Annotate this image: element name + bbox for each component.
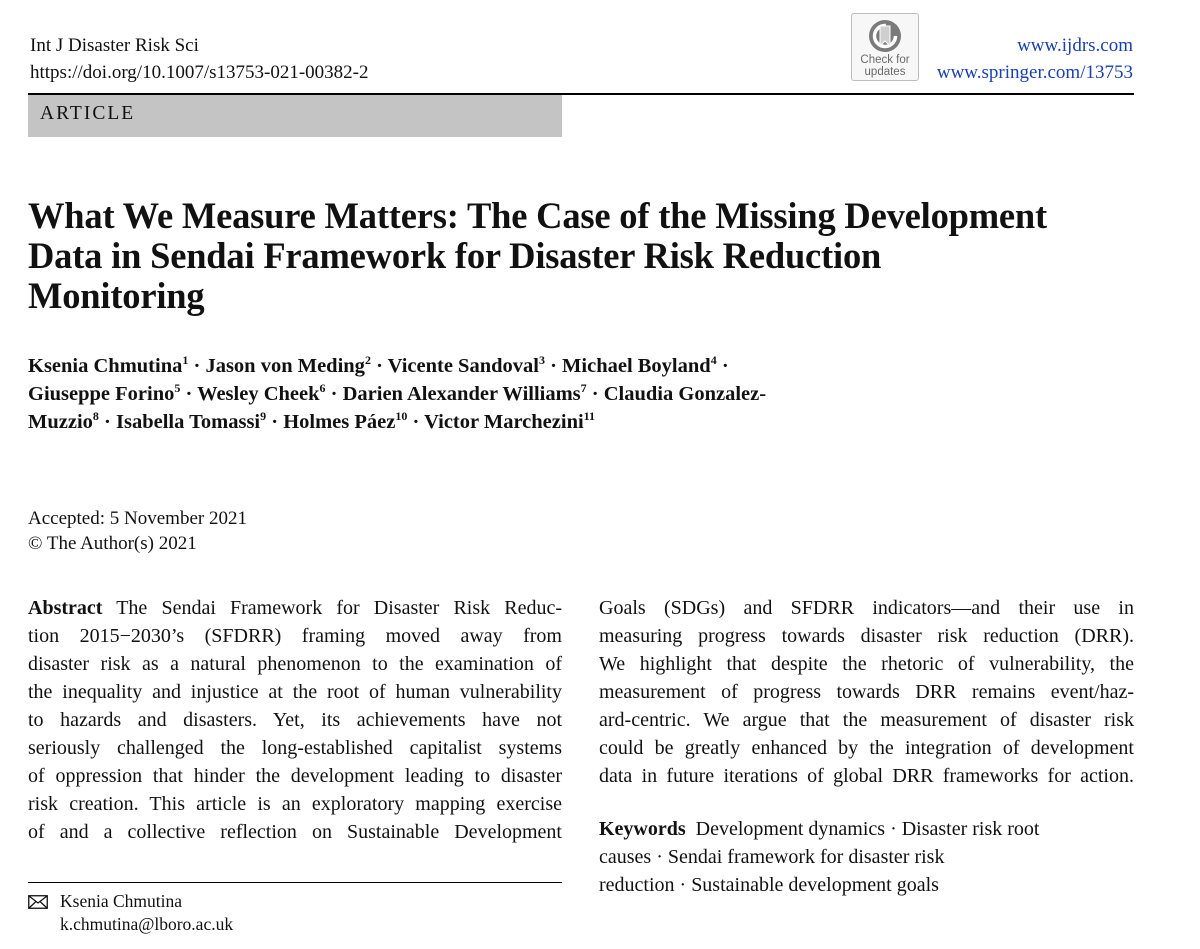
corresponding-name: Ksenia Chmutina — [60, 891, 182, 911]
affiliation-mark: 2 — [364, 353, 371, 367]
abstract-column-left — [28, 594, 562, 846]
abstract-line: data in future iterations of global DRR frameworks for action. — [599, 765, 1134, 787]
affiliation-mark: 9 — [260, 409, 267, 423]
abstract-line: ard-centric. We argue that the measurement of disaster risk — [599, 709, 1134, 731]
abstract-line: seriously challenged the long-established capitalist systems — [28, 737, 562, 759]
footnote-rule — [28, 882, 562, 883]
publication-dates — [28, 506, 247, 556]
doi-link[interactable]: https://doi.org/10.1007/s13753-021-00382-2 — [30, 62, 369, 83]
abstract-line: disaster risk as a natural phenomenon to the examination of — [28, 653, 562, 675]
author[interactable]: Isabella Tomassi$^9$ — [116, 409, 267, 433]
abstract-line: to hazards and disasters. Yet, its achievements have not — [28, 709, 562, 731]
copyright-line: © The Author(s) 2021 — [28, 533, 197, 554]
badge-line-1: Check for — [860, 54, 910, 66]
author-split[interactable]: Claudia Gonzalez- — [603, 383, 767, 405]
author[interactable]: Darien Alexander Williams$^7$ — [342, 381, 587, 405]
abstract-line: measurement of progress towards DRR remains event/haz- — [599, 681, 1134, 703]
journal-name: Int J Disaster Risk Sci — [30, 35, 199, 56]
abstract-line: of oppression that hinder the development leading to disaster — [28, 765, 562, 787]
title-line: Data in Sendai Framework for Disaster Risk Reduction — [28, 235, 882, 276]
abstract-column-right — [599, 594, 1134, 790]
affiliation-mark: 5 — [174, 381, 181, 395]
affiliation-mark: 3 — [538, 353, 545, 367]
abstract-line: tion 2015−2030’s (SFDRR) framing moved away from — [28, 625, 562, 647]
author[interactable]: Wesley Cheek$^6$ — [197, 381, 326, 405]
author-split[interactable]: Muzzio — [28, 411, 93, 433]
author[interactable]: Ksenia Chmutina$^1$ — [28, 353, 189, 377]
title-line: Monitoring — [28, 275, 205, 316]
keywords-block — [599, 815, 1134, 899]
author[interactable]: Vicente Sandoval$^3$ — [387, 353, 545, 377]
bookmark-refresh-icon — [867, 18, 903, 54]
keywords-line: Keywords Development dynamics · Disaster risk root — [599, 818, 1040, 840]
affiliation-mark: 10 — [395, 409, 408, 423]
section-label: ARTICLE — [40, 103, 136, 124]
affiliation-mark: 11 — [583, 409, 596, 423]
author[interactable]: Victor Marchezini$^{11}$ — [424, 409, 596, 433]
author-list: Ksenia Chmutina$^1$ · Jason von Meding$^2$ · Vicente Sandoval$^3$ · Michael Boyland$^4$ · Giuseppe Forino$^5$ · Wesley Cheek$^6$ · Darien Alexander Williams$^7$ · Claudia Gonzalez- Muzzio$^8$ · Isabella Tomassi$^9$ · Holmes Páez$^{10}$ · Victor Marchezini$^{11}$ — [28, 353, 767, 433]
abstract-line: measuring progress towards disaster risk reduction (DRR). — [599, 625, 1134, 647]
corresponding-email[interactable]: k.chmutina@lboro.ac.uk — [60, 914, 234, 934]
journal-header — [30, 32, 368, 86]
affiliation-mark: 1 — [182, 353, 189, 367]
abstract-line: We highlight that despite the rhetoric of vulnerability, the — [599, 653, 1134, 675]
abstract-line: the inequality and injustice at the root of human vulnerability — [28, 681, 562, 703]
author[interactable]: Michael Boyland$^4$ — [562, 353, 717, 377]
keywords-label: Keywords — [599, 818, 686, 840]
keywords-line: causes · Sendai framework for disaster risk — [599, 846, 945, 868]
abstract-line: of and a collective reflection on Sustainable Development — [28, 821, 562, 843]
title-line: What We Measure Matters: The Case of the Missing Development — [28, 195, 1047, 236]
affiliation-mark: 8 — [92, 409, 99, 423]
envelope-icon — [28, 892, 50, 915]
journal-urls — [937, 32, 1133, 86]
author[interactable]: Jason von Meding$^2$ — [205, 353, 371, 377]
abstract-line: Goals (SDGs) and SFDRR indicators—and their use in — [599, 597, 1134, 619]
article-title — [28, 196, 1128, 316]
affiliation-mark: 7 — [580, 381, 587, 395]
ijdrs-link[interactable]: www.ijdrs.com — [1017, 35, 1133, 56]
affiliation-mark: 4 — [710, 353, 717, 367]
corresponding-author — [28, 890, 233, 936]
springer-link[interactable]: www.springer.com/13753 — [936, 62, 1133, 83]
keywords-line: reduction · Sustainable development goals — [599, 874, 939, 896]
check-for-updates-badge[interactable] — [851, 13, 919, 81]
affiliation-mark: 6 — [319, 381, 326, 395]
author[interactable]: Holmes Páez$^{10}$ — [283, 409, 408, 433]
accepted-date: Accepted: 5 November 2021 — [28, 508, 247, 529]
author[interactable]: Giuseppe Forino$^5$ — [28, 381, 181, 405]
badge-line-2: updates — [864, 66, 906, 78]
abstract-line: risk creation. This article is an exploratory mapping exercise — [28, 793, 562, 815]
abstract-label: Abstract — [28, 597, 103, 619]
abstract-line: Abstract The Sendai Framework for Disaster Risk Reduc- — [28, 597, 563, 619]
abstract-line: could be greatly enhanced by the integration of development — [599, 737, 1134, 759]
